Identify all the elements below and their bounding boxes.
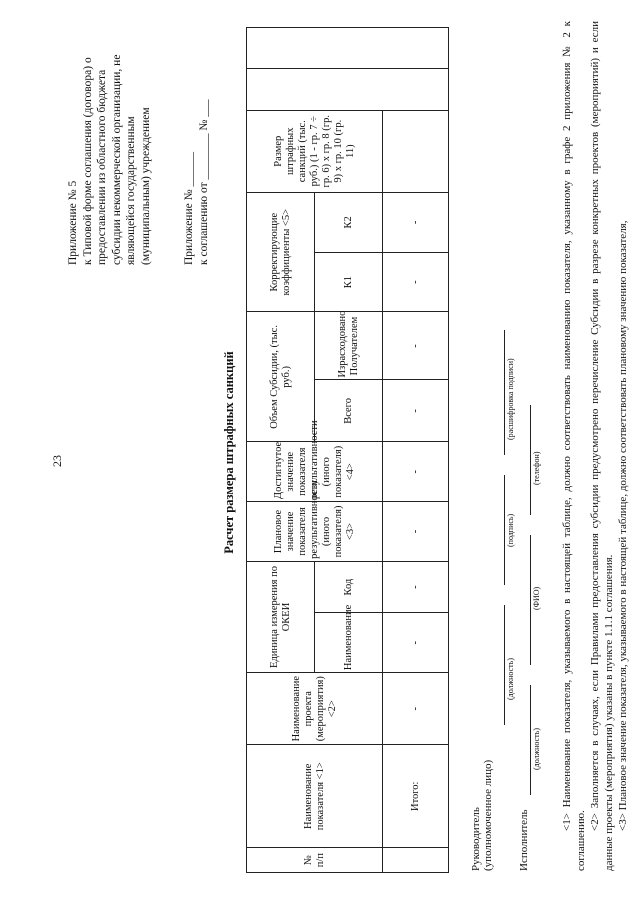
head-label: Руководитель xyxy=(470,807,482,871)
annex-header xyxy=(66,15,153,265)
col-header-achieved: Достигнутое значение показателя результативности (иного показателя) <4> xyxy=(247,442,383,502)
col-header-volume: Объем Субсидии, (тыс. руб.) xyxy=(247,312,315,442)
col-header-coef: Корректирующие коэффициенты <5> xyxy=(247,192,315,312)
caption-fio: (ФИО) xyxy=(532,586,541,610)
head-signature-lines xyxy=(494,325,516,725)
annex-line: (муниципальным) учреждением xyxy=(139,107,152,265)
table-cell: - xyxy=(383,613,449,673)
footnote-3: <3> Плановое значение показателя, указываемого в настоящей таблице, должно соответствовать плановому значению показателя, xyxy=(617,220,629,831)
position-line xyxy=(494,605,505,725)
col-header-spent: Израсходовано Получателем xyxy=(315,312,383,380)
annex-line: к Типовой форме соглашения (договора) о xyxy=(81,57,94,265)
caption-signature: (подпись) xyxy=(506,513,515,547)
col-header-no: № п/п xyxy=(247,848,383,873)
empty-cell xyxy=(247,28,449,69)
caption-position: (должность) xyxy=(506,658,515,700)
col-header-plan: Плановое значение показателя результативности (иного показателя) <3> xyxy=(247,502,383,562)
total-row-no xyxy=(383,848,449,873)
col-header-unit-name: Наименование xyxy=(315,613,383,673)
exec-signature-lines xyxy=(520,375,542,795)
table-cell: - xyxy=(383,502,449,562)
fio-line xyxy=(520,535,531,665)
table-cell: - xyxy=(383,192,449,252)
caption-position: (должность) xyxy=(532,728,541,770)
col-header-indicator: Наименование показателя <1> xyxy=(247,745,383,848)
annex-line: Приложение № ______ xyxy=(183,152,195,265)
annex-line: являющейся государственным xyxy=(125,116,137,265)
signature-head xyxy=(470,760,494,871)
fines-table xyxy=(246,27,449,873)
exec-position-line xyxy=(520,685,531,795)
col-header-total: Всего xyxy=(315,380,383,442)
annex-line: Приложение № 5 xyxy=(67,180,79,265)
signature-line xyxy=(494,475,505,585)
caption-phone: (телефон) xyxy=(532,451,541,485)
col-header-k1: К1 xyxy=(315,252,383,312)
decoding-line xyxy=(494,330,505,455)
table-cell: - xyxy=(383,380,449,442)
total-row-label: Итого: xyxy=(383,745,449,848)
annex-line: субсидии некоммерческой организации, не xyxy=(110,54,123,265)
head-sublabel: (уполномоченное лицо) xyxy=(482,759,494,871)
annex-agreement xyxy=(182,15,211,265)
table-cell: - xyxy=(383,561,449,613)
page-number: 23 xyxy=(50,455,64,467)
phone-line xyxy=(520,405,531,515)
col-header-unit-code: Код xyxy=(315,561,383,613)
footnote-2: <2> Заполняется в случаях, если Правилами предоставления субсидии предусмотрено перечисление Субсидии в разрезе конкретных проектов (мероприятий) и если данные проекты (мероприятия) указаны в пункте 1.1.1 соглашения. xyxy=(589,21,615,871)
table-cell: - xyxy=(383,442,449,502)
table-cell xyxy=(383,110,449,192)
footnotes xyxy=(560,21,630,871)
col-header-project: Наименование проекта (мероприятия) <2> xyxy=(247,673,383,745)
col-header-unit: Единица измерения по ОКЕИ xyxy=(247,561,315,672)
table-cell: - xyxy=(383,312,449,380)
exec-label: Исполнитель xyxy=(518,809,530,871)
table-cell: - xyxy=(383,673,449,745)
footnote-1: <1> Наименование показателя, указываемого в настоящей таблице, должно соответствовать наименованию показателя, указанному в графе 2 приложения № 2 к соглашению. xyxy=(561,21,587,871)
annex-line: к соглашению от ________ № ___ xyxy=(197,99,210,265)
document-title: Расчет размера штрафных санкций xyxy=(222,351,236,554)
col-header-fine: Размер штрафных санкций (тыс. руб.) (1 - гр. 7 ÷ гр. 6) x гр. 8 (гр. 9) x гр. 10 (гр. 11) xyxy=(247,110,383,192)
empty-cell xyxy=(247,69,449,110)
caption-decoding: (расшифровка подписи) xyxy=(506,358,515,440)
col-header-k2: К2 xyxy=(315,192,383,252)
table-cell: - xyxy=(383,252,449,312)
annex-line: предоставлении из областного бюджета xyxy=(96,69,108,265)
